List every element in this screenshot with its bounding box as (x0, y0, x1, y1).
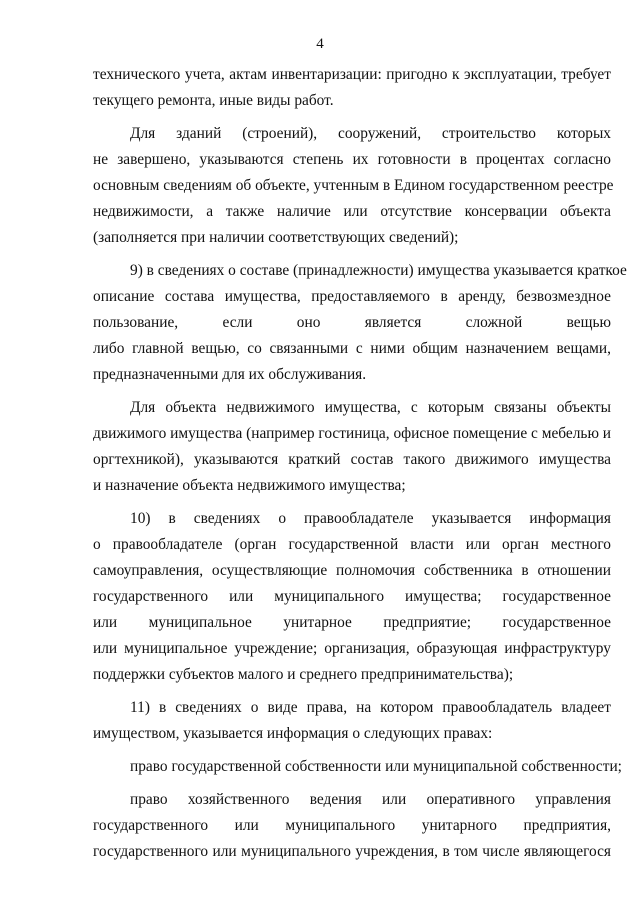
paragraph (93, 395, 611, 499)
document-body (93, 62, 627, 865)
text-line: о правообладателе (орган государственной власти или орган местного (93, 536, 611, 553)
text-line: 9) в сведениях о составе (принадлежности) имущества указывается краткое (130, 262, 627, 279)
text-line: или муниципальное учреждение; организация, образующая инфраструктуру (93, 640, 611, 657)
text-line: недвижимости, а также наличие или отсутствие консервации объекта (93, 203, 611, 220)
text-line: поддержки субъектов малого и среднего предпринимательства); (93, 666, 514, 683)
text-line: самоуправления, осуществляющие полномочия собственника в отношении (93, 562, 611, 579)
text-line: либо главной вещью, со связанными с ними общим назначением вещами, (93, 340, 611, 357)
text-line: текущего ремонта, иные виды работ. (93, 92, 334, 109)
text-line: пользование, если оно является сложной вещью (93, 314, 611, 331)
text-line: (заполняется при наличии соответствующих сведений); (93, 229, 459, 246)
text-line: не завершено, указываются степень их готовности в процентах согласно (93, 151, 611, 168)
text-line: государственного или муниципального имущества; государственное (93, 588, 611, 605)
text-line: и назначение объекта недвижимого имущества; (93, 477, 406, 494)
page-number: 4 (316, 36, 324, 52)
text-line: право хозяйственного ведения или оперативного управления (130, 791, 611, 808)
text-line: движимого имущества (например гостиница, офисное помещение с мебелью и (93, 425, 612, 442)
paragraph (93, 62, 611, 114)
text-line: государственного или муниципального учреждения, в том числе являющегося (93, 843, 611, 860)
paragraph (93, 121, 614, 251)
text-line: государственного или муниципального унитарного предприятия, (93, 817, 611, 834)
text-line: описание состава имущества, предоставляемого в аренду, безвозмездное (93, 288, 611, 305)
paragraph (93, 258, 627, 388)
text-line: технического учета, актам инвентаризации: пригодно к эксплуатации, требует (93, 66, 611, 83)
text-line: оргтехникой), указываются краткий состав такого движимого имущества (93, 451, 611, 468)
paragraph (93, 787, 611, 865)
text-line: Для зданий (строений), сооружений, строительство которых (130, 125, 611, 142)
text-line: 10) в сведениях о правообладателе указывается информация (130, 510, 611, 527)
text-line: имуществом, указывается информация о следующих правах: (93, 725, 493, 742)
paragraph (93, 754, 622, 780)
text-line: право государственной собственности или муниципальной собственности; (130, 758, 622, 775)
text-line: 11) в сведениях о виде права, на котором правообладатель владеет (130, 699, 611, 716)
text-line: или муниципальное унитарное предприятие; государственное (93, 614, 611, 631)
paragraph (93, 506, 611, 688)
text-line: Для объекта недвижимого имущества, с которым связаны объекты (130, 399, 611, 416)
text-line: основным сведениям об объекте, учтенным в Едином государственном реестре (93, 177, 614, 194)
paragraph (93, 695, 611, 747)
text-line: предназначенными для их обслуживания. (93, 366, 367, 383)
